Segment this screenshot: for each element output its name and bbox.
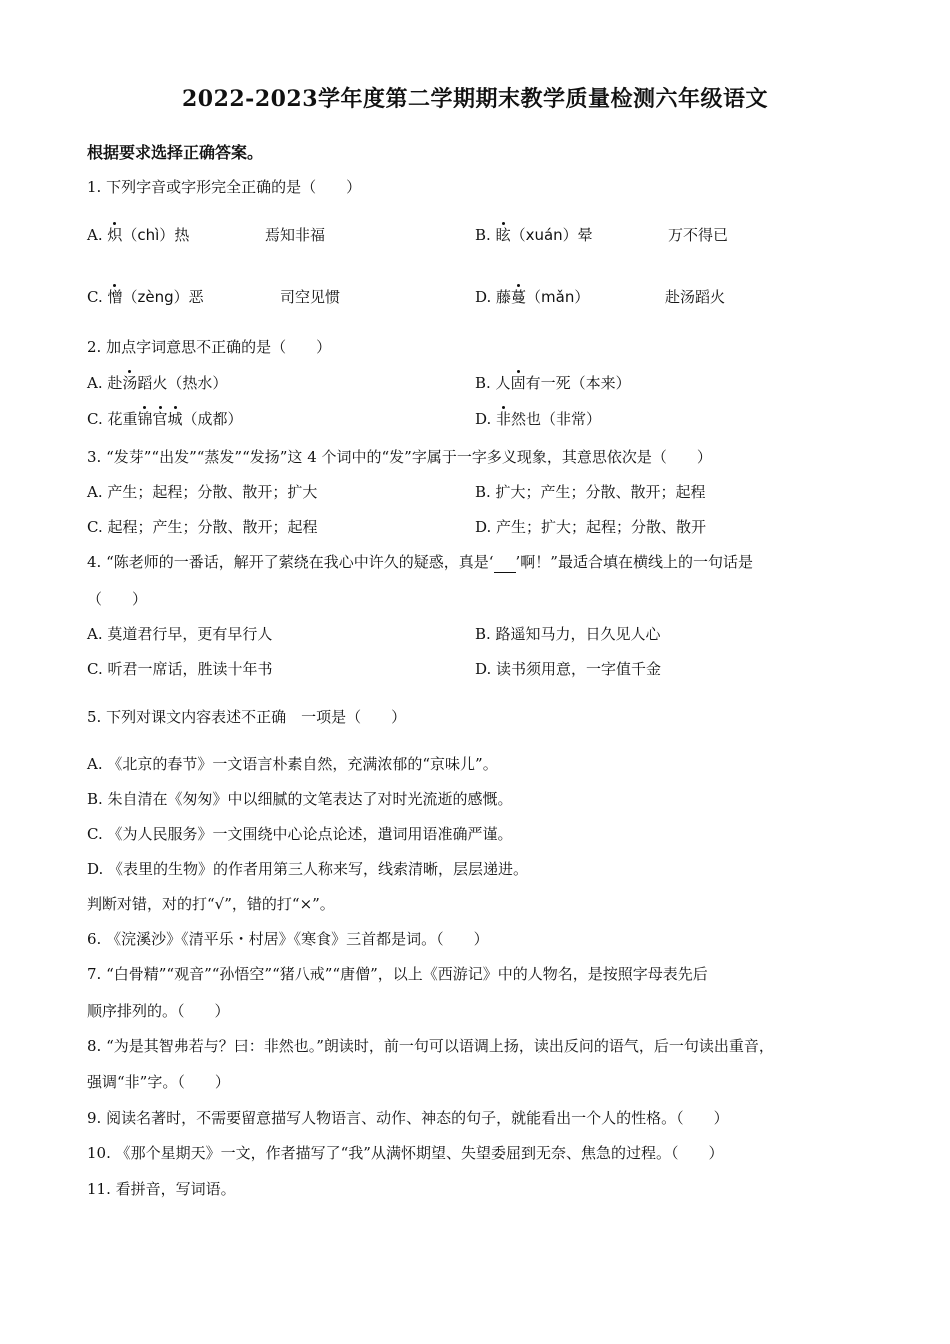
dotted-char: 非 [496,410,512,428]
question-1-option-d: D. 藤蔓（mǎn） [475,288,590,306]
question-8-line-2: 强调“非”字。（ ） [87,1073,230,1091]
question-4-stem: 4. “陈老师的一番话，解开了萦绕在我心中许久的疑惑，真是‘ ’啊！”最适合填在横线上的一句话是 [87,553,753,571]
question-7-line-1: 7. “白骨精”“观音”“孙悟空”“猪八戒”“唐僧”，以上《西游记》中的人物名，是按照字母表先后 [87,965,708,983]
question-11: 11. 看拼音，写词语。 [87,1180,236,1198]
dotted-chars [137,410,182,428]
question-5-stem: 5. 下列对课文内容表述不正确 一项是（ ） [87,708,407,726]
dotted-char: 固 [510,374,526,392]
section-heading-true-false: 判断对错，对的打“√”，错的打“×”。 [87,895,335,913]
question-3-option-a: A. 产生；起程；分散、散开；扩大 [87,483,318,501]
question-4-option-c: C. 听君一席话，胜读十年书 [87,660,273,678]
question-7-line-2: 顺序排列的。（ ） [87,1002,230,1020]
question-4-option-b: B. 路遥知马力，日久见人心 [475,625,661,643]
page-title: 2022-2023学年度第二学期期末教学质量检测六年级语文 [181,86,769,112]
question-8-line-1: 8. “为是其智弗若与？曰：非然也。”朗读时，前一句可以语调上扬，读出反问的语气，后一句读出重音， [87,1037,774,1055]
question-2-option-d: D. 非然也（非常） [475,410,602,428]
question-1-option-c-word: 司空见惯 [280,288,341,306]
dotted-char: 蔓 [511,288,527,306]
question-2-option-b: B. 人固有一死（本来） [475,374,631,392]
question-3-option-d: D. 产生；扩大；起程；分散、散开 [475,518,707,536]
question-1-option-a-word: 焉知非福 [265,226,326,244]
dotted-char: 汤 [122,374,138,392]
question-5-option-b: B. 朱自清在《匆匆》中以细腻的文笔表达了对时光流逝的感慨。 [87,790,513,808]
dotted-char: 炽 [107,226,123,244]
question-9: 9. 阅读名著时，不需要留意描写人物语言、动作、神态的句子，就能看出一个人的性格。（ ） [87,1109,729,1127]
question-1-option-b: B. 眩（xuán）晕 [475,226,593,244]
question-1-option-c: C. 憎（zèng）恶 [87,288,204,306]
question-1-option-a: A. 炽（chì）热 [87,226,190,244]
question-6: 6. 《浣溪沙》《清平乐・村居》《寒食》三首都是词。（ ） [87,930,489,948]
question-4-answer-parens: （ ） [87,590,148,608]
question-2-stem: 2. 加点字词意思不正确的是（ ） [87,338,332,356]
question-2-option-c: C. 花重锦官城（成都） [87,410,243,428]
question-2-option-a: A. 赴汤蹈火（热水） [87,374,228,392]
dotted-char: 憎 [107,288,123,306]
question-1-stem: 1. 下列字音或字形完全正确的是（ ） [87,178,362,196]
question-4-option-d: D. 读书须用意，一字值千金 [475,660,662,678]
fill-blank [494,552,516,573]
dotted-char: 官 [152,410,168,428]
dotted-char: 锦 [137,410,153,428]
question-3-option-b: B. 扩大；产生；分散、散开；起程 [475,483,706,501]
question-1-option-b-word: 万不得已 [668,226,729,244]
question-3-stem: 3. “发芽”“出发”“蒸发”“发扬”这 4 个词中的“发”字属于一字多义现象，其意思依次是（ ） [87,448,712,466]
question-5-option-d: D. 《表里的生物》的作者用第三人称来写，线索清晰，层层递进。 [87,860,529,878]
section-heading-choice: 根据要求选择正确答案。 [87,143,264,162]
question-1-option-d-word: 赴汤蹈火 [665,288,726,306]
question-5-option-a: A. 《北京的春节》一文语言朴素自然，充满浓郁的“京味儿”。 [87,755,498,773]
question-10: 10. 《那个星期天》一文，作者描写了“我”从满怀期望、失望委屈到无奈、焦急的过程。（ ） [87,1144,724,1162]
dotted-char: 城 [167,410,183,428]
question-3-option-c: C. 起程；产生；分散、散开；起程 [87,518,318,536]
dotted-char: 眩 [495,226,511,244]
question-5-option-c: C. 《为人民服务》一文围绕中心论点论述，遣词用语准确严谨。 [87,825,513,843]
question-4-option-a: A. 莫道君行早，更有早行人 [87,625,273,643]
